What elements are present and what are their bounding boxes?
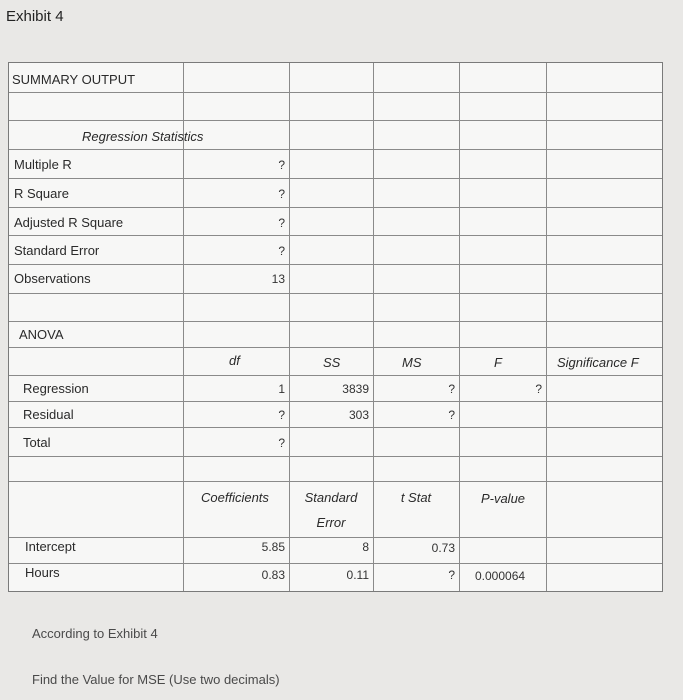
coef-header-t-stat: t Stat [400, 490, 432, 505]
regression-statistics-header: Regression Statistics [82, 129, 204, 144]
anova-label-total: Total [23, 435, 51, 450]
question-prompt: Find the Value for MSE (Use two decimals) [32, 672, 280, 687]
anova-regression-df: 1 [278, 382, 285, 396]
coef-header-standard: Standard [304, 490, 358, 505]
stat-value-standard-error: ? [278, 244, 285, 258]
anova-header-df: df [229, 353, 240, 368]
anova-regression-ms: ? [448, 382, 455, 396]
anova-title: ANOVA [19, 327, 64, 342]
exhibit-title: Exhibit 4 [6, 8, 64, 25]
coef-label-hours: Hours [25, 565, 60, 580]
stat-label-multiple-r: Multiple R [14, 157, 72, 172]
stat-label-adjusted-r-square: Adjusted R Square [14, 215, 124, 230]
stat-label-r-square: R Square [14, 186, 69, 201]
stat-label-standard-error: Standard Error [14, 243, 100, 258]
anova-regression-f: ? [535, 382, 542, 396]
anova-header-significance-f: Significance F [557, 355, 639, 370]
anova-total-df: ? [278, 436, 285, 450]
coef-hours-t-stat: ? [448, 568, 455, 582]
coef-hours-standard-error: 0.11 [346, 568, 369, 582]
stat-value-r-square: ? [278, 187, 285, 201]
anova-label-regression: Regression [23, 381, 89, 396]
regression-output-table [8, 62, 663, 592]
stat-value-multiple-r: ? [278, 158, 285, 172]
anova-header-ms: MS [402, 355, 422, 370]
stat-label-observations: Observations [14, 271, 91, 286]
coef-intercept-coefficient: 5.85 [261, 540, 285, 554]
anova-residual-df: ? [278, 408, 285, 422]
anova-header-ss: SS [323, 355, 341, 370]
coef-hours-p-value: 0.000064 [475, 569, 526, 583]
coef-intercept-t-stat: 0.73 [431, 541, 455, 555]
coef-header-p-value: P-value [480, 491, 526, 506]
coef-hours-coefficient: 0.83 [261, 568, 285, 582]
anova-header-f: F [494, 355, 502, 370]
anova-residual-ms: ? [448, 408, 455, 422]
stat-value-adjusted-r-square: ? [278, 216, 285, 230]
question-reference: According to Exhibit 4 [32, 626, 158, 641]
anova-label-residual: Residual [23, 407, 74, 422]
coef-intercept-standard-error: 8 [362, 540, 369, 554]
anova-residual-ss: 303 [348, 408, 369, 422]
coef-header-coefficients: Coefficients [201, 490, 269, 505]
stat-value-observations: 13 [271, 272, 285, 286]
coef-header-error: Error [316, 515, 346, 530]
anova-regression-ss: 3839 [342, 382, 369, 396]
coef-label-intercept: Intercept [25, 539, 76, 554]
summary-title: SUMMARY OUTPUT [12, 72, 136, 87]
